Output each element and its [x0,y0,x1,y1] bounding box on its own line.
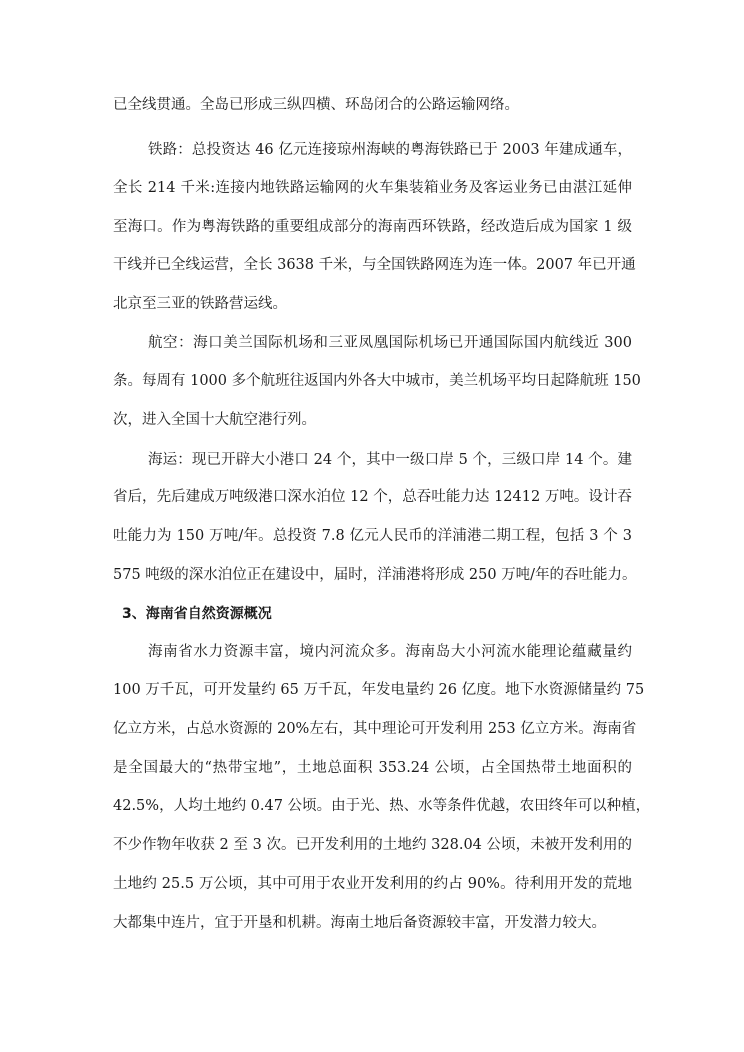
resources-paragraph-line: 不少作物年收获 2 至 3 次。已开发利用的土地约 328.04 公顷，未被开发利用的 [113,837,632,853]
railway-paragraph-line: 全长 214 千米:连接内地铁路运输网的火车集装箱业务及客运业务已由湛江延伸 [113,180,632,196]
resources-paragraph-line: 亿立方米，占总水资源的 20%左右，其中理论可开发利用 253 亿立方米。海南省 [113,721,637,737]
resources-paragraph-line: 大都集中连片，宜于开垦和机耕。海南土地后备资源较丰富，开发潜力较大。 [113,915,606,931]
railway-paragraph-line: 干线并已全线运营，全长 3638 千米，与全国铁路网连为连一体。2007 年已开通 [113,257,636,273]
shipping-paragraph-line: 省后，先后建成万吨级港口深水泊位 12 个，总吞吐能力达 12412 万吨。设计吞 [113,489,632,505]
aviation-paragraph-line: 次，进入全国十大航空港行列。 [113,412,316,428]
aviation-paragraph-line: 条。每周有 1000 多个航班往返国内外各大中城市，美兰机场平均日起降航班 150 [113,373,641,389]
paragraph-line: 已全线贯通。全岛已形成三纵四横、环岛闭合的公路运输网络。 [113,97,519,113]
shipping-paragraph-line: 575 吨级的深水泊位正在建设中，届时，洋浦港将形成 250 万吨/年的吞吐能力。 [113,567,637,583]
shipping-paragraph-line: 吐能力为 150 万吨/年。总投资 7.8 亿元人民币的洋浦港二期工程，包括 3 个 3 [113,528,632,544]
railway-paragraph-line: 至海口。作为粤海铁路的重要组成部分的海南西环铁路，经改造后成为国家 1 级 [113,219,632,235]
resources-paragraph-line: 100 万千瓦，可开发量约 65 万千瓦，年发电量约 26 亿度。地下水资源储量约 75 [113,682,645,698]
resources-paragraph-line: 海南省水力资源丰富，境内河流众多。海南岛大小河流水能理论蕴藏量约 [148,644,632,660]
railway-paragraph-line: 铁路：总投资达 46 亿元连接琼州海峡的粤海铁路已于 2003 年建成通车， [148,142,632,158]
shipping-paragraph-line: 海运：现已开辟大小港口 24 个，其中一级口岸 5 个，三级口岸 14 个。建 [148,452,632,468]
resources-paragraph-line: 42.5%，人均土地约 0.47 公顷。由于光、热、水等条件优越，农田终年可以种植， [113,798,651,814]
resources-paragraph-line: 是全国最大的“热带宝地”，土地总面积 353.24 公顷，占全国热带土地面积的 [113,760,632,776]
aviation-paragraph-line: 航空：海口美兰国际机场和三亚凤凰国际机场已开通国际国内航线近 300 [148,335,632,351]
section-heading: 3、海南省自然资源概况 [122,606,272,622]
railway-paragraph-line: 北京至三亚的铁路营运线。 [113,296,287,312]
resources-paragraph-line: 土地约 25.5 万公顷，其中可用于农业开发利用的约占 90%。待利用开发的荒地 [113,876,632,892]
